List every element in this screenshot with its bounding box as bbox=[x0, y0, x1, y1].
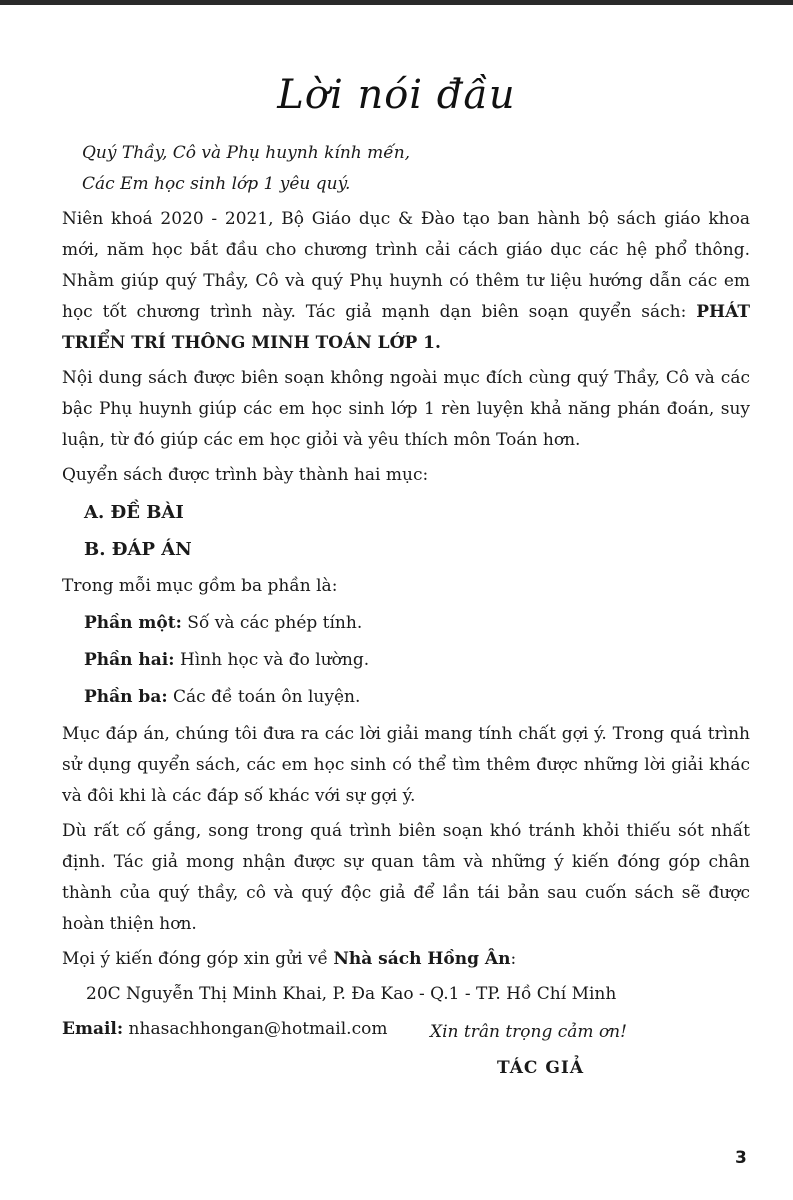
paragraph-structure: Quyển sách được trình bày thành hai mục: bbox=[62, 465, 429, 485]
email-line bbox=[62, 1014, 750, 1045]
greeting-line-2: Các Em học sinh lớp 1 yêu quý. bbox=[82, 174, 351, 194]
paragraph-answers: Mục đáp án, chúng tôi đưa ra các lời giải mang tính chất gợi ý. Trong quá trình sử dụng quyển sách, các em học sinh có thể tìm thêm được những lời giải khác và đôi khi là các đáp số khác với sự gợi ý. bbox=[62, 724, 750, 806]
page-number: 3 bbox=[735, 1148, 747, 1168]
paragraph-intro-text: Niên khoá 2020 - 2021, Bộ Giáo dục & Đào tạo ban hành bộ sách giáo khoa mới, năm học bắt đầu cho chương trình cải cách giáo dục các hệ phổ thông. Nhằm giúp quý Thầy, Cô và quý Phụ huynh có thêm tư liệu hướng dẫn các em học tốt chương trình này. Tác giả mạnh dạn biên soạn quyển sách: bbox=[62, 209, 750, 322]
top-border-rule bbox=[0, 0, 793, 5]
contact-address: 20C Nguyễn Thị Minh Khai, P. Đa Kao - Q.1 - TP. Hồ Chí Minh bbox=[86, 984, 617, 1004]
section-a-heading: A. ĐỀ BÀI bbox=[84, 502, 184, 523]
contact-text: Mọi ý kiến đóng góp xin gửi về bbox=[62, 949, 334, 969]
greeting-line-1: Quý Thầy, Cô và Phụ huynh kính mến, bbox=[82, 143, 411, 163]
page-title: Lời nói đầu bbox=[277, 72, 516, 118]
part-two-text: Hình học và đo lường. bbox=[174, 650, 370, 670]
paragraph-intro bbox=[62, 204, 750, 359]
part-one-label: Phần một: bbox=[84, 613, 182, 633]
email-address: nhasachhongan@hotmail.com bbox=[123, 1019, 388, 1039]
part-two-label: Phần hai: bbox=[84, 650, 175, 670]
contact-name: Nhà sách Hồng Ân bbox=[333, 949, 511, 969]
contact-colon: : bbox=[510, 949, 517, 969]
part-three bbox=[62, 682, 750, 713]
signoff: Xin trân trọng cảm ơn! bbox=[430, 1022, 627, 1042]
part-one bbox=[62, 608, 750, 639]
paragraph-parts: Trong mỗi mục gồm ba phần là: bbox=[62, 576, 338, 596]
author-signature: TÁC GIẢ bbox=[497, 1058, 585, 1078]
book-title: PHÁT TRIỂN TRÍ THÔNG MINH TOÁN LỚP 1. bbox=[62, 302, 750, 353]
section-b-heading: B. ĐÁP ÁN bbox=[84, 539, 192, 560]
contact-line bbox=[62, 944, 750, 975]
part-three-text: Các đề toán ôn luyện. bbox=[167, 687, 361, 707]
paragraph-thanks: Dù rất cố gắng, song trong quá trình biên soạn khó tránh khỏi thiếu sót nhất định. Tác giả mong nhận được sự quan tâm và những ý kiến đóng góp chân thành của quý thầy, cô và quý độc giả để lần tái bản sau cuốn sách sẽ được hoàn thiện hơn. bbox=[62, 821, 750, 934]
part-one-text: Số và các phép tính. bbox=[181, 613, 363, 633]
part-two bbox=[62, 645, 750, 676]
paragraph-purpose: Nội dung sách được biên soạn không ngoài mục đích cùng quý Thầy, Cô và các bậc Phụ huynh giúp các em học sinh lớp 1 rèn luyện khả năng phán đoán, suy luận, từ đó giúp các em học giỏi và yêu thích môn Toán hơn. bbox=[62, 368, 750, 450]
part-three-label: Phần ba: bbox=[84, 687, 168, 707]
email-label: Email: bbox=[62, 1019, 124, 1039]
preface-body bbox=[62, 138, 750, 1049]
